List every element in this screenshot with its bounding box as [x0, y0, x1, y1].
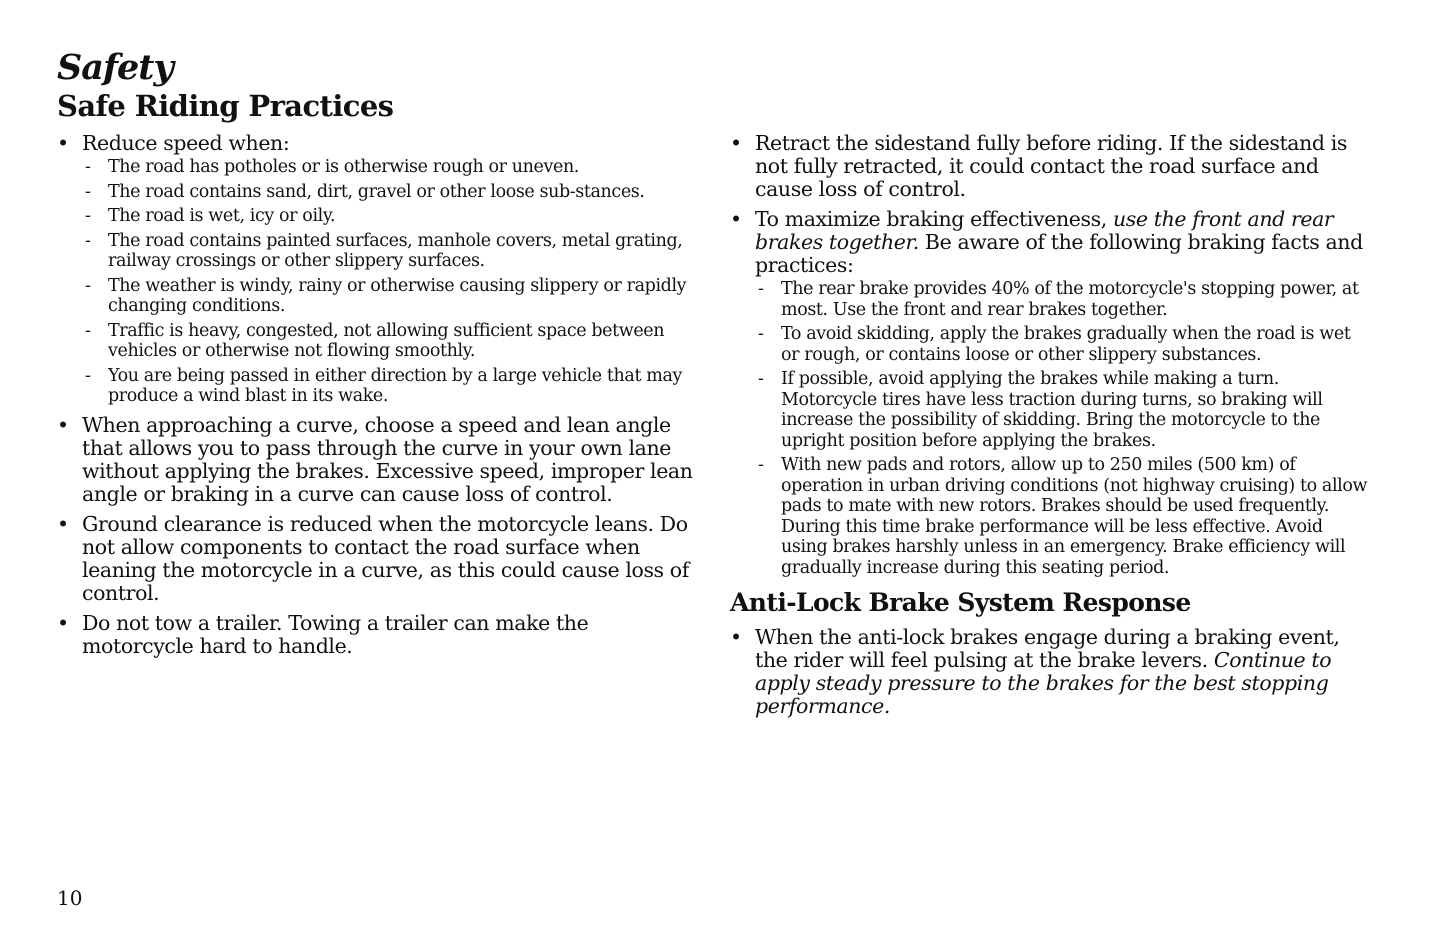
bullet-ground-clearance: • Ground clearance is reduced when the motorcycle leans. Do not allow components to contact the road surface when leaning the motorcycle in a curve, as this could cause loss of control. — [57, 513, 697, 605]
bullet-curve: • When approaching a curve, choose a speed and lean angle that allows you to pass through the curve in your own lane without applying the brakes. Excessive speed, improper lean angle or braking in a curve can cause loss of control. — [57, 414, 697, 506]
bullet-list-abs — [730, 626, 1370, 718]
dash-item: - To avoid skidding, apply the brakes gradually when the road is wet or rough, or contains loose or other slippery substances. — [755, 324, 1370, 365]
dash-item: - The road has potholes or is otherwise rough or uneven. — [82, 157, 697, 178]
bullet-list-left — [57, 132, 697, 658]
dash-item: - Traffic is heavy, congested, not allowing sufficient space between vehicles or otherwise not flowing smoothly. — [82, 321, 697, 362]
right-column — [730, 132, 1370, 725]
dash-item: - If possible, avoid applying the brakes while making a turn. Motorcycle tires have less traction during turns, so braking will increase the possibility of skidding. Bring the motorcycle to the upright position before applying the brakes. — [755, 369, 1370, 451]
dash-item: - You are being passed in either direction by a large vehicle that may produce a wind blast in its wake. — [82, 366, 697, 407]
bullet-text: When the anti-lock brakes engage during a braking event, the rider will feel pulsing at the brake levers. — [755, 625, 1340, 672]
dash-item: - The rear brake provides 40% of the motorcycle's stopping power, at most. Use the front and rear brakes together. — [755, 279, 1370, 320]
bullet-sidestand: • Retract the sidestand fully before riding. If the sidestand is not fully retracted, it could contact the road surface and cause loss of control. — [730, 132, 1370, 201]
bullet-trailer: • Do not tow a trailer. Towing a trailer can make the motorcycle hard to handle. — [57, 612, 697, 658]
page-number: 10 — [57, 886, 83, 910]
section-title: Safety — [57, 47, 173, 88]
dash-list-reduce-speed — [82, 157, 697, 407]
dash-item: - With new pads and rotors, allow up to 250 miles (500 km) of operation in urban driving conditions (not highway cruising) to allow pads to mate with new rotors. Brakes should be used frequently. During this time brake performance will be less effective. Avoid using brakes harshly unless in an emergency. Brake efficiency will gradually increase during this seating period. — [755, 455, 1370, 578]
dash-item: - The weather is windy, rainy or otherwise causing slippery or rapidly changing conditions. — [82, 276, 697, 317]
left-column — [57, 132, 697, 665]
abs-heading: Anti-Lock Brake System Response — [730, 588, 1191, 617]
page-title: Safe Riding Practices — [57, 89, 394, 123]
bullet-abs — [730, 626, 1370, 718]
bullet-text: Be aware of the following braking facts and practices: — [755, 230, 1363, 277]
dash-item: - The road contains sand, dirt, gravel or other loose sub-stances. — [82, 182, 697, 203]
bullet-reduce-speed — [57, 132, 697, 407]
bullet-emphasis: use the front and rear brakes together. — [755, 207, 1334, 254]
dash-item: - The road is wet, icy or oily. — [82, 206, 697, 227]
dash-item: - The road contains painted surfaces, manhole covers, metal grating, railway crossings or other slippery surfaces. — [82, 231, 697, 272]
bullet-text: Reduce speed when: — [82, 131, 290, 155]
bullet-list-right — [730, 132, 1370, 578]
bullet-emphasis: Continue to apply steady pressure to the brakes for the best stopping performance. — [755, 648, 1332, 718]
bullet-braking — [730, 208, 1370, 578]
dash-list-braking — [755, 279, 1370, 578]
bullet-text: To maximize braking effectiveness, — [755, 207, 1113, 231]
